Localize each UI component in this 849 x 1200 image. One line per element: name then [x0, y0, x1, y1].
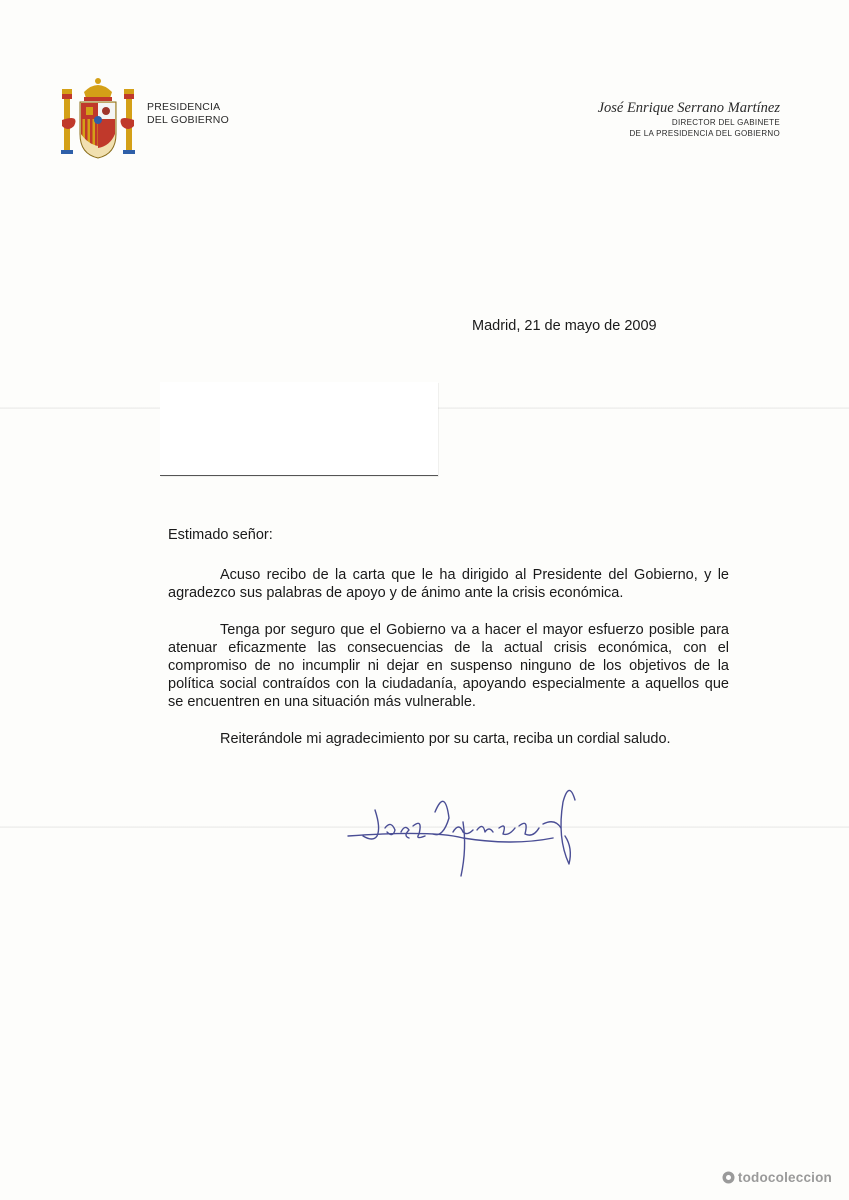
signature [343, 778, 593, 878]
sender-role: DE LA PRESIDENCIA DEL GOBIERNO [629, 129, 780, 138]
sender-block [598, 99, 780, 139]
greeting: Estimado señor: [168, 527, 273, 543]
sender-name: José Enrique Serrano Martínez [597, 100, 780, 116]
institution-line: DEL GOBIERNO [147, 114, 229, 126]
closing-paragraph: Reiterándole mi agradecimiento por su carta, reciba un cordial saludo. [220, 731, 671, 747]
spain-coat-of-arms-icon [60, 76, 136, 160]
institution-name [147, 101, 229, 127]
sender-role: DIRECTOR DEL GABINETE [671, 118, 780, 127]
letter-date: Madrid, 21 de mayo de 2009 [472, 318, 657, 334]
letter-body [168, 566, 729, 767]
institution-line: PRESIDENCIA [147, 101, 221, 113]
paragraph: Acuso recibo de la carta que le ha dirigido al Presidente del Gobierno, y le agradezco sus palabras de apoyo y de ánimo ante la crisis económica. [168, 567, 729, 601]
watermark-text: todocoleccion [737, 1170, 832, 1185]
recipient-address-blank [160, 382, 438, 476]
todocoleccion-logo-icon [722, 1171, 735, 1184]
paragraph: Tenga por seguro que el Gobierno va a hacer el mayor esfuerzo posible para atenuar eficazmente las consecuencias de la actual crisis económica, con el compromiso de no incumplir ni dejar en suspenso ninguno de los objetivos de la política social contraídos con la ciudadanía, apoyando especialmente a aquellos que se encuentren en una situación más vulnerable. [168, 622, 729, 710]
watermark [722, 1170, 832, 1185]
